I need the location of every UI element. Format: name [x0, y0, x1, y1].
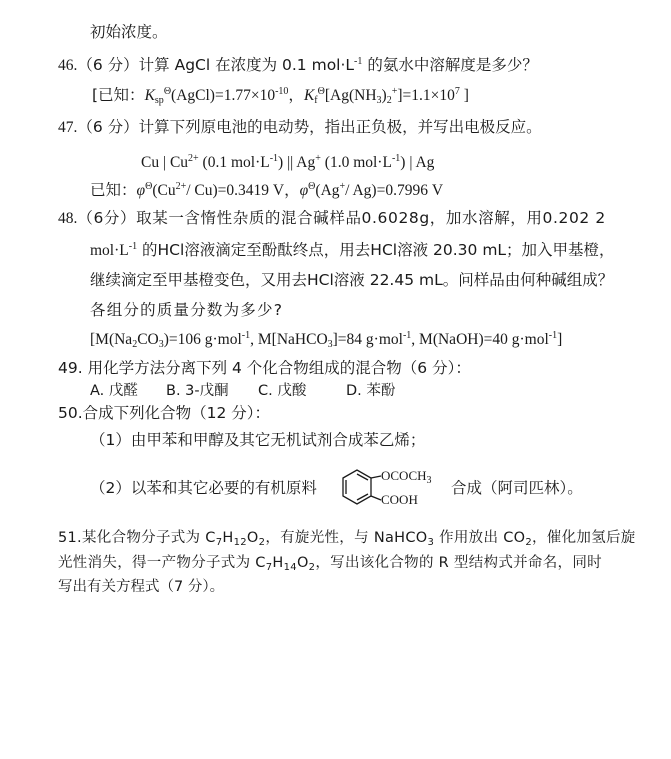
question-48-line-4: 各组分的质量分数为多少?: [90, 301, 284, 319]
question-number: 47.: [58, 119, 78, 136]
question-50: 50.合成下列化合物（12 分）：: [58, 404, 271, 422]
question-49: 49. 用化学方法分离下列 4 个化合物组成的混合物（6 分）：: [58, 359, 471, 377]
option-d: D. 苯酚: [346, 383, 396, 399]
question-51-line-3: 写出有关方程式（7 分）。: [58, 579, 225, 595]
question-number: 48.: [58, 210, 78, 227]
question-51-line-2: 光性消失，得一产物分子式为 $C_7H_{14}O_2$，写出该化合物的 R 型结构式并命名，同时: [58, 555, 602, 573]
question-49-options: [90, 381, 395, 401]
question-46-given: [已知：$K_{sp}^\Theta(AgCl)=1.77\times 10^{-10}$，$K_f^\Theta[Ag(NH_3)_2^+]=1.1\times 10^7$ ]: [92, 86, 469, 106]
question-50-part-1: （1）由甲苯和甲醇及其它无机试剂合成苯乙烯；: [90, 431, 426, 449]
question-47: 47.（6 分）计算下列原电池的电动势，指出正负极，并写出电极反应。: [58, 118, 542, 136]
question-47-given: 已知：$\varphi^\Theta(Cu^{2+}/$ Cu)=0.3419 V，$\varphi^\Theta(Ag^+/$ Ag)=0.7996 V: [90, 181, 444, 199]
question-48: 48.（6分）取某一含惰性杂质的混合碱样品0.6028g，加水溶解，用0.202 2: [58, 209, 606, 227]
carboxyl-group: COOH: [381, 492, 418, 507]
option-a: A. 戊醛: [90, 383, 138, 399]
question-51-line-1: 51.某化合物分子式为 $C_7H_{12}O_2$，有旋光性，与 NaHCO$_3$ 作用放出 $CO_2$，催化加氢后旋: [58, 530, 636, 548]
option-c: C. 戊酸: [258, 383, 307, 399]
question-48-molar-masses: [$M(Na_2CO_3)=106$ g·mol$^{-1}$, M[NaHCO$_3$]=84 g·mol$^{-1}$, M(NaOH)=40 g·mol$^{-1}$]: [90, 330, 563, 350]
acetoxy-group: $OCOCH_3$: [381, 468, 432, 486]
galvanic-cell-notation: Cu | $Cu^{2+}$ (0.1 $mol\cdot L^{-1}$) || Ag+ (1.0 $mol\cdot L^{-1}$) | Ag: [141, 153, 435, 171]
question-50-part-2-end: 合成（阿司匹林）。: [451, 479, 583, 497]
question-48-line-2: $mol\cdot L^{-1}$ 的HCl溶液滴定至酚酞终点，用去HCl溶液 20.30 mL；加入甲基橙，: [90, 241, 615, 259]
question-number: 46.: [58, 57, 78, 74]
previous-question-tail: 初始浓度。: [90, 23, 168, 41]
question-48-line-3: 继续滴定至甲基橙变色，又用去HCl溶液 22.45 mL。问样品由何种碱组成？: [90, 271, 614, 289]
question-46: 46.（6 分）计算 AgCl 在浓度为 0.1 $mol\cdot L^{-1}$ 的氨水中溶解度是多少？: [58, 56, 538, 74]
option-b: B. 3-戊酮: [166, 383, 229, 399]
question-50-part-2: （2）以苯和其它必要的有机原料: [90, 479, 317, 497]
